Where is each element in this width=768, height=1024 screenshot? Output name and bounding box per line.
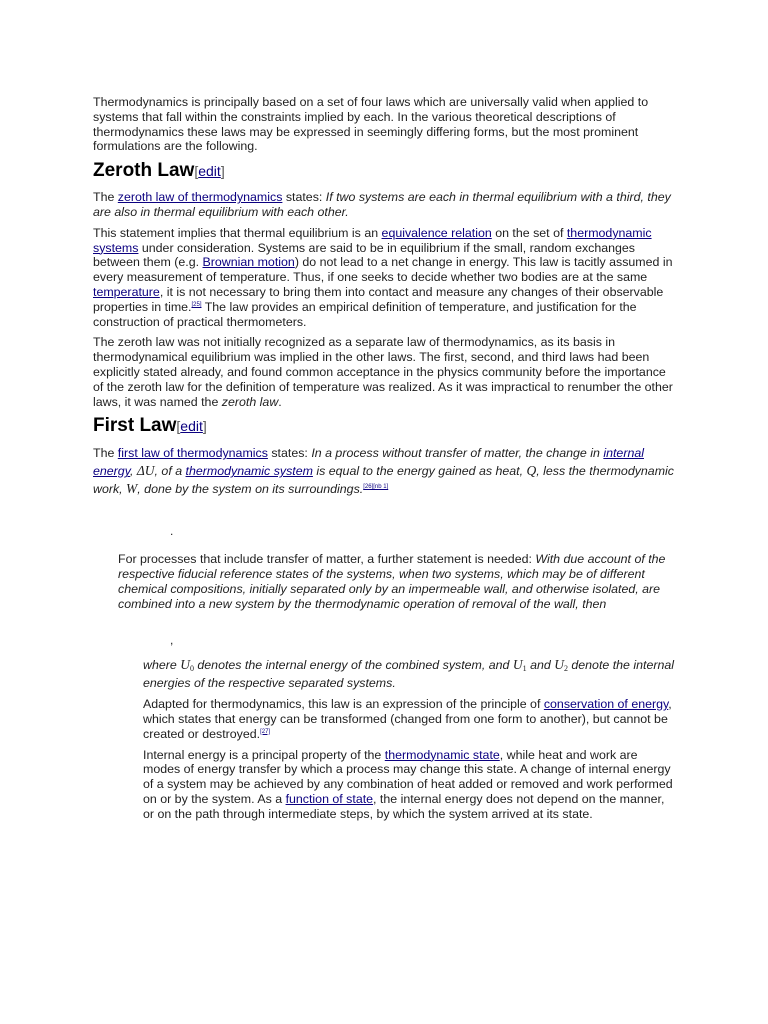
first-law-heading (93, 415, 675, 437)
formula-placeholder-1 (93, 504, 675, 552)
article-body (93, 95, 675, 828)
math-q: Q (526, 463, 537, 479)
quote-text: In a process without transfer of matter, the change in (311, 446, 604, 461)
text: and (526, 657, 555, 672)
edit-link-zeroth[interactable]: edit (198, 163, 221, 180)
zeroth-explanation-paragraph (93, 226, 675, 330)
matter-transfer-quote: With due account of the respective fiducial reference states of the systems, when two systems, which may be of different chemical compositions, initially separated only by an impermeable wall, and otherwise isolated, are combined into a new system by the thermodynamic operation of removal of the wall, then (118, 552, 666, 611)
text: The (93, 446, 118, 461)
link-first-law[interactable]: first law of thermodynamics (117, 446, 268, 461)
edit-bracket-open: [ (176, 418, 181, 435)
link-conservation-of-energy[interactable]: conservation of energy (543, 697, 669, 712)
subscript: 0 (189, 663, 194, 673)
zeroth-law-title: Zeroth Law (93, 160, 195, 182)
math-u: U (180, 656, 190, 672)
text: under consideration. Systems are said to be in equilibrium if the small, random exchanges between them (e.g. (93, 240, 636, 270)
text: states: (267, 446, 312, 461)
math-w: W (126, 481, 138, 497)
math-u2 (554, 657, 568, 672)
text: denote the internal energies of the respective separated systems. (143, 657, 675, 691)
link-temperature[interactable]: temperature (93, 284, 160, 299)
citation-link-26[interactable]: [26][nb 1] (363, 484, 389, 491)
text: This statement implies that thermal equilibrium is an (93, 225, 382, 240)
edit-bracket-close: ] (202, 418, 207, 435)
subscript: 2 (563, 663, 568, 673)
first-law-title: First Law (93, 415, 177, 437)
first-law-statement-paragraph (93, 445, 675, 498)
text: The law provides an empirical definition of temperature, and justification for the construction of practical thermometers. (93, 299, 637, 329)
link-zeroth-law[interactable]: zeroth law of thermodynamics (117, 190, 283, 205)
quote-text: , done by the system on its surroundings. (137, 482, 364, 497)
text: For processes that include transfer of matter, a further statement is needed: (118, 552, 536, 567)
zeroth-history-paragraph (93, 335, 675, 409)
text: , which states that energy can be transformed (changed from one form to another), but cannot be created or destroyed. (143, 697, 672, 741)
formula-placeholder-2 (93, 618, 675, 658)
citation-link-25[interactable]: [25] (191, 301, 202, 308)
text: , while heat and work are modes of energy transfer by which a process may change this state. A change of internal energy of a system may be achieved by any combination of heat added or removed and work performed on or by the system. As a (143, 747, 673, 806)
text: The zeroth law was not initially recognized as a separate law of thermodynamics, as its basis in thermodynamical equilibrium was implied in the other laws. The first, second, and third laws had been explicitly stated already, and found common acceptance in the physics community before the importance of the zeroth law for the definition of temperature was realized. As it was impractical to renumber the other laws, it was named the (93, 335, 673, 409)
text: where (143, 657, 181, 672)
zeroth-statement-paragraph (93, 190, 675, 220)
internal-energy-paragraph (143, 748, 675, 822)
subscript: 1 (522, 663, 527, 673)
text: Adapted for thermodynamics, this law is an expression of the principle of (143, 697, 544, 712)
quote-text: is equal to the energy gained as heat, (312, 464, 527, 479)
intro-paragraph: Thermodynamics is principally based on a set of four laws which are universally valid when applied to systems that fall within the constraints implied by each. In the various theoretical descriptions of thermodynamics these laws may be expressed in seemingly differing forms, but the most prominent formulations are the following. (93, 95, 649, 154)
citation-27 (260, 729, 270, 735)
edit-link-first[interactable]: edit (180, 418, 203, 435)
link-function-of-state[interactable]: function of state (285, 791, 374, 806)
text: , the internal energy does not depend on the manner, or on the path through intermediate steps, by which the system arrived at its state. (143, 791, 665, 821)
edit-bracket-close: ] (220, 163, 225, 180)
text: ) do not lead to a net change in energy. This law is tacitly assumed in every measurement of temperature. Thus, if one seeks to decide whether two bodies are at the same (93, 255, 673, 285)
zeroth-law-quote: If two systems are each in thermal equilibrium with a third, they are also in thermal equilibrium with each other. (93, 190, 671, 219)
link-brownian-motion[interactable]: Brownian motion (202, 255, 295, 270)
math-u0 (180, 657, 194, 672)
edit-section-link-zeroth (194, 163, 224, 179)
citation-link-27[interactable]: [27] (260, 728, 271, 735)
link-equivalence-relation[interactable]: equivalence relation (381, 225, 492, 240)
edit-section-link-first (176, 418, 206, 434)
quote-text: , (129, 464, 137, 479)
edit-bracket-open: [ (194, 163, 199, 180)
formula-trailing-comma: , (170, 632, 174, 647)
link-internal-energy[interactable]: internal energy (93, 446, 644, 479)
text: The (93, 190, 118, 205)
citation-25 (191, 302, 201, 308)
conservation-paragraph (143, 697, 675, 741)
math-u: U (554, 656, 564, 672)
text: denotes the internal energy of the combined system, and (193, 657, 513, 672)
math-u: U (512, 656, 523, 672)
link-thermodynamic-state[interactable]: thermodynamic state (384, 747, 500, 762)
link-thermodynamic-system[interactable]: thermodynamic system (185, 464, 313, 479)
math-delta-u: ΔU (136, 463, 155, 479)
citation-26 (363, 484, 388, 490)
math-u1 (513, 657, 527, 672)
text: , it is not necessary to bring them into contact and measure any changes of their observable properties in time. (93, 284, 664, 314)
link-thermodynamic-systems[interactable]: thermodynamic systems (93, 225, 652, 255)
text: Internal energy is a principal property of the (143, 747, 385, 762)
internal-energy-definition (143, 658, 675, 692)
matter-transfer-paragraph (118, 552, 675, 611)
quote-text: , of a (154, 464, 186, 479)
zeroth-law-heading (93, 160, 675, 182)
quote-text: , less the thermodynamic work, (93, 464, 674, 497)
formula-trailing-period: . (170, 524, 174, 539)
text: on the set of (491, 225, 567, 240)
text: states: (282, 190, 326, 205)
text: . (278, 394, 282, 409)
zeroth-law-term: zeroth law (221, 394, 279, 409)
